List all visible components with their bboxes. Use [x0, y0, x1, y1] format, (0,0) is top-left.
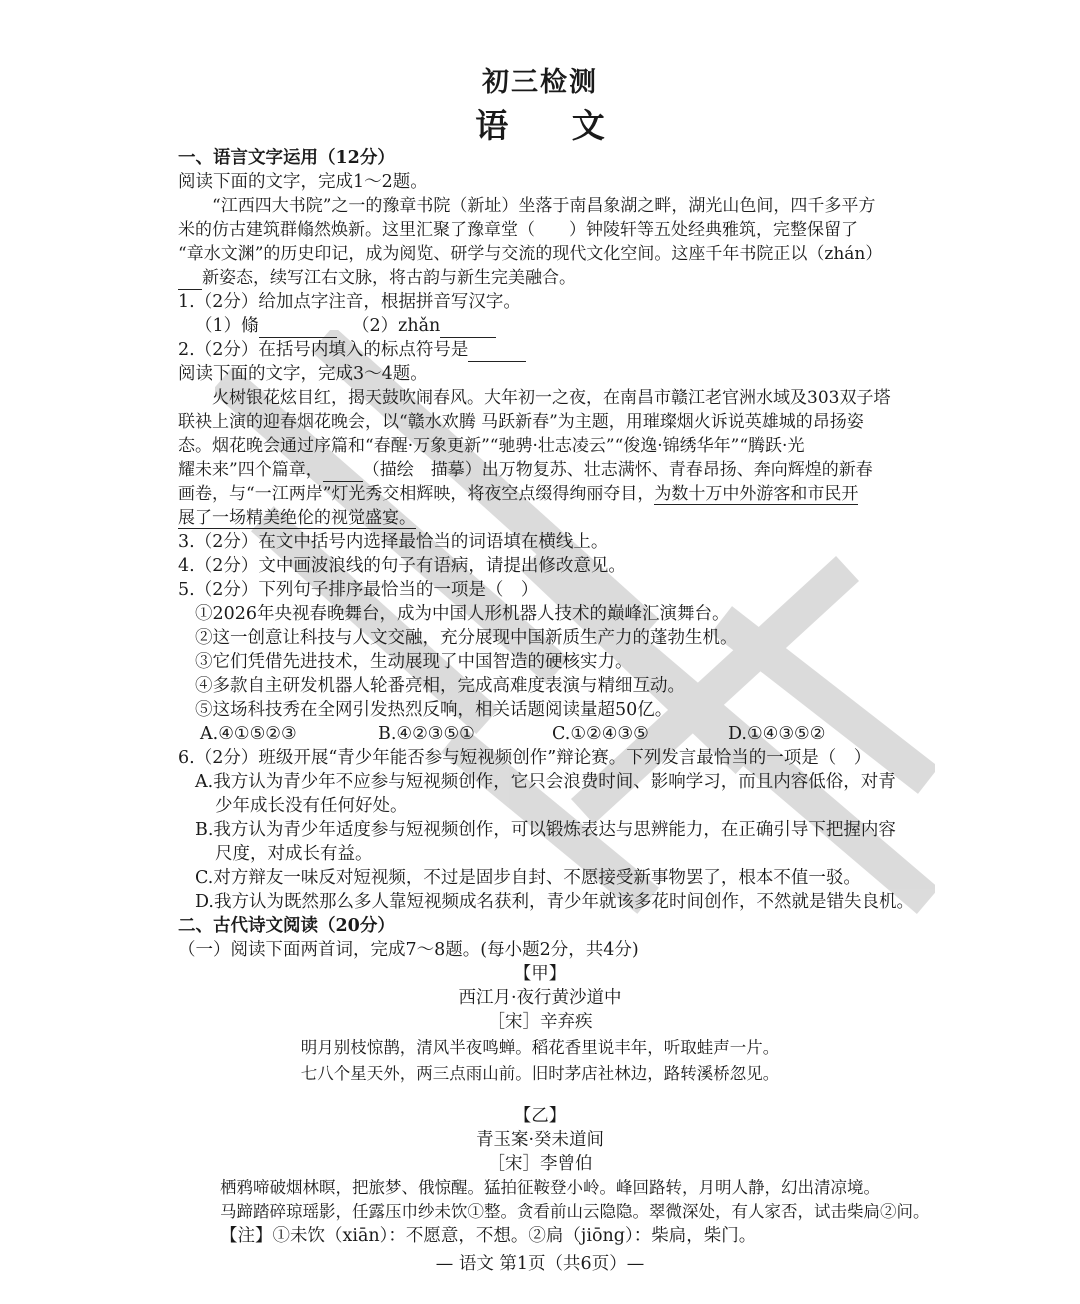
question-1-part-b: （2）zhǎn	[352, 314, 496, 338]
answer-blank[interactable]	[259, 319, 337, 338]
passage-1-line: “江西四大书院”之一的豫章书院（新址）坐落于南昌象湖之畔，湖光山色间，四千多平方	[212, 196, 876, 216]
q5-option-a[interactable]: A.④①⑤②③	[200, 724, 297, 744]
question-6: 6.（2分）班级开展“青少年能否参与短视频创作”辩论赛。下列发言最恰当的一项是（ ）	[178, 748, 872, 768]
question-5: 5.（2分）下列句子排序最恰当的一项是（ ）	[178, 580, 539, 600]
answer-blank[interactable]	[468, 343, 526, 362]
fill-blank[interactable]	[178, 271, 202, 290]
q6-option-c[interactable]: C.对方辩友一味反对短视频，不过是固步自封、不愿接受新事物罢了，根本不值一驳。	[195, 868, 861, 888]
poem-yi-title: 青玉案·癸未道间	[475, 1130, 605, 1150]
question-1-part-a: （1）翛	[195, 314, 337, 338]
question-3: 3.（2分）在文中括号内选择最恰当的词语填在横线上。	[178, 532, 609, 552]
poem-yi-mark: 【乙】	[513, 1106, 567, 1126]
q5-option-b[interactable]: B.④②③⑤①	[378, 724, 475, 744]
passage-2-line: 联袂上演的迎春烟花晚会，以“赣水欢腾 马跃新春”为主题，用璀璨烟火诉说英雄城的昂扬姿	[178, 412, 864, 432]
q5-sentence: ⑤这场科技秀在全网引发热烈反响，相关话题阅读量超50亿。	[195, 700, 673, 720]
passage-2-line	[178, 506, 416, 530]
passage-2-line: 画卷，与“一江两岸”灯光秀交相辉映，将夜空点缀得绚丽夺目，为数十万中外游客和市民开	[178, 484, 859, 504]
q6-option-b-cont: 尺度，对成长有益。	[215, 844, 373, 864]
q6-option-d[interactable]: D.我方认为既然那么多人靠短视频成名获利，青少年就该多花时间创作，不然就是错失良机。	[195, 892, 914, 912]
q6-option-a[interactable]: A.我方认为青少年不应参与短视频创作，它只会浪费时间、影响学习，而且内容低俗，对青	[195, 772, 896, 792]
passage-2-line: 耀未来”四个篇章， （描绘 描摹）出万物复苏、壮志满怀、青春昂扬、奔向辉煌的新春	[178, 460, 873, 480]
q5-sentence: ④多款自主研发机器人轮番亮相，完成高难度表演与精细互动。	[195, 676, 685, 696]
subsection-1-intro: （一）阅读下面两首词，完成7～8题。(每小题2分，共4分)	[178, 940, 639, 960]
poem-jia-author: ［宋］辛弃疾	[487, 1012, 593, 1032]
wavy-underlined-sentence: 为数十万中外游客和市民开	[654, 484, 859, 504]
passage-2-line: 火树银花炫目红，揭天鼓吹闹春风。大年初一之夜，在南昌市赣江老官洲水域及303双子塔	[212, 388, 891, 408]
section-2-heading: 二、古代诗文阅读（20分）	[178, 916, 395, 936]
question-1: 1.（2分）给加点字注音，根据拼音写汉字。	[178, 292, 521, 312]
q5-sentence: ②这一创意让科技与人文交融，充分展现中国新质生产力的蓬勃生机。	[195, 628, 738, 648]
q5-option-c[interactable]: C.①②④③⑤	[552, 724, 649, 744]
section-1-heading: 一、语言文字运用（12分）	[178, 148, 395, 168]
poem-yi-line: 马蹄踏碎琼瑶影，任露压巾纱未饮①整。贪看前山云隐隐。翠微深处，有人家否，试击柴扃②问。	[220, 1202, 930, 1221]
q6-option-b[interactable]: B.我方认为青少年适度参与短视频创作，可以锻炼表达与思辨能力，在正确引导下把握内容	[195, 820, 896, 840]
annotation-note: 【注】①未饮（xiān）：不愿意，不想。②扃（jiōng）：柴扃，柴门。	[220, 1226, 757, 1246]
fill-blank[interactable]	[323, 463, 363, 482]
q5-option-d[interactable]: D.①④③⑤②	[728, 724, 826, 744]
passage-1-line: “章水文渊”的历史印记，成为阅览、研学与交流的现代文化空间。这座千年书院正以（zhán）	[178, 244, 883, 264]
page-footer: — 语文 第1页（共6页）—	[435, 1254, 645, 1274]
q5-sentence: ③它们凭借先进技术，生动展现了中国智造的硬核实力。	[195, 652, 633, 672]
poem-yi-author: ［宋］李曾伯	[487, 1154, 593, 1174]
passage-2-line: 态。烟花晚会通过序篇和“春醒·万象更新”“驰骋·壮志凌云”“俊逸·锦绣华年”“腾跃·光	[178, 436, 805, 456]
poem-jia-line: 明月别枝惊鹊，清风半夜鸣蝉。稻花香里说丰年，听取蛙声一片。	[300, 1038, 780, 1057]
poem-jia-title: 西江月·夜行黄沙道中	[458, 988, 622, 1008]
exam-title: 初三检测	[482, 67, 598, 98]
reading-intro-1: 阅读下面的文字，完成1～2题。	[178, 172, 428, 192]
poem-yi-line: 栖鸦啼破烟林暝，把旅梦、俄惊醒。猛拍征鞍登小岭。峰回路转，月明人静，幻出清凉境。	[220, 1178, 880, 1197]
question-4: 4.（2分）文中画波浪线的句子有语病，请提出修改意见。	[178, 556, 626, 576]
wavy-underlined-sentence-end: 展了一场精美绝伦的视觉盛宴。	[178, 508, 416, 528]
reading-intro-2: 阅读下面的文字，完成3～4题。	[178, 364, 428, 384]
passage-1-line: 新姿态，续写江右文脉，将古韵与新生完美融合。	[178, 266, 576, 290]
q5-sentence: ①2026年央视春晚舞台，成为中国人形机器人技术的巅峰汇演舞台。	[195, 604, 730, 624]
passage-1-line: 米的仿古建筑群翛然焕新。这里汇聚了豫章堂（ ）钟陵轩等五处经典雅筑，完整保留了	[178, 220, 858, 240]
answer-blank[interactable]	[440, 319, 496, 338]
subject-title: 语 文	[475, 106, 631, 145]
poem-jia-mark: 【甲】	[513, 964, 567, 984]
question-2: 2.（2分）在括号内填入的标点符号是	[178, 338, 526, 362]
poem-jia-line: 七八个星天外，两三点雨山前。旧时茅店社林边，路转溪桥忽见。	[300, 1064, 780, 1083]
q6-option-a-cont: 少年成长没有任何好处。	[215, 796, 408, 816]
